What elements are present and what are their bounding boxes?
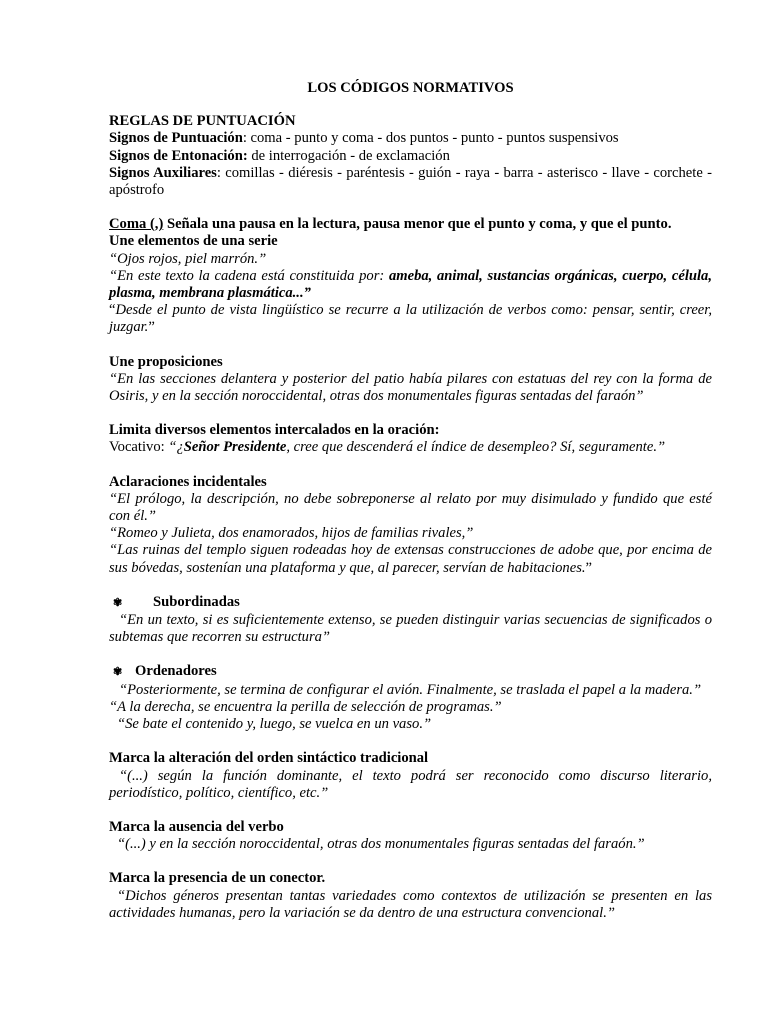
ausencia-heading: Marca la ausencia del verbo bbox=[109, 818, 284, 835]
serie-example-3-close-quote: ” bbox=[148, 319, 155, 336]
ordenadores-example-1: “Posteriormente, se termina de configurar el avión. Finalmente, se traslada el papel a la madera.” bbox=[119, 681, 702, 698]
ordenadores-heading-line bbox=[109, 663, 712, 681]
serie-example-3-open-quote: “ bbox=[109, 302, 116, 319]
vocativo-open: “¿ bbox=[168, 439, 184, 456]
signos-auxiliares-label: Signos Auxiliares bbox=[109, 164, 217, 181]
aclaraciones-example-1: “El prólogo, la descripción, no debe sobreponerse al relato por muy disimulado y fundido que esté con él.” bbox=[109, 490, 712, 525]
serie-example-1: “Ojos rojos, piel marrón.” bbox=[109, 250, 267, 267]
aclaraciones-heading: Aclaraciones incidentales bbox=[109, 473, 267, 490]
serie-example-3-text: Desde el punto de vista lingüístico se recurre a la utilización de verbos como: pensar, sentir, creer, juzgar. bbox=[109, 302, 712, 336]
signos-puntuacion-line bbox=[109, 130, 712, 147]
proposiciones-heading: Une proposiciones bbox=[109, 353, 223, 370]
conector-heading: Marca la presencia de un conector. bbox=[109, 870, 326, 887]
section-heading: REGLAS DE PUNTUACIÓN bbox=[109, 113, 296, 130]
signos-entonacion-line bbox=[109, 148, 712, 165]
serie-example-2-text: “En este texto la cadena está constituida por: bbox=[109, 267, 389, 284]
coma-line bbox=[109, 216, 712, 233]
subordinadas-heading: Subordinadas bbox=[153, 593, 240, 610]
vocativo-label: Vocativo: bbox=[109, 439, 169, 456]
document-content bbox=[109, 80, 712, 922]
subordinadas-example-1: “En un texto, si es suficientemente extenso, se pueden distinguir varias secuencias de significados o subtemas que recorren su estructura” bbox=[109, 612, 712, 646]
flourish-bullet-icon: ✾ bbox=[113, 666, 123, 679]
page-title: LOS CÓDIGOS NORMATIVOS bbox=[307, 80, 514, 96]
limita-heading: Limita diversos elementos intercalados en la oración: bbox=[109, 422, 440, 439]
aclaraciones-example-3-text: “Las ruinas del templo siguen rodeadas hoy de extensas construcciones de adobe que, por encima de sus bóvedas, sostenían una plataforma y que, al parecer, servían de habitaciones. bbox=[109, 542, 712, 576]
ausencia-example-1: “(...) y en la sección noroccidental, otras dos monumentales figuras sentadas del faraón.” bbox=[117, 836, 645, 853]
aclaraciones-example-3-close-quote: ” bbox=[585, 559, 593, 576]
signos-puntuacion-text: : coma - punto y coma - dos puntos - punto - puntos suspensivos bbox=[242, 130, 619, 147]
serie-example-2 bbox=[109, 268, 712, 302]
alteracion-example-1: “(...) según la función dominante, el texto podrá ser reconocido como discurso literario, periodístico, político, científico, etc.” bbox=[109, 767, 712, 801]
alteracion-heading: Marca la alteración del orden sintáctico tradicional bbox=[109, 750, 429, 767]
signos-puntuacion-label: Signos de Puntuación bbox=[109, 130, 243, 147]
aclaraciones-example-3 bbox=[109, 542, 712, 576]
aclaraciones-example-2: “Romeo y Julieta, dos enamorados, hijos de familias rivales,” bbox=[109, 525, 474, 542]
vocativo-emphasis: Señor Presidente bbox=[183, 439, 287, 456]
conector-example-1: “Dichos géneros presentan tantas variedades como contextos de utilización se presenten en las actividades humanas, pero la variación se da dentro de una estructura convencional.” bbox=[109, 887, 712, 921]
signos-auxiliares-text: : comillas - diéresis - paréntesis - guión - raya - barra - asterisco - llave - corchete - apóstrofo bbox=[109, 164, 713, 199]
vocativo-line bbox=[109, 439, 712, 456]
subordinadas-heading-line bbox=[109, 594, 712, 612]
serie-heading: Une elementos de una serie bbox=[109, 233, 278, 250]
ordenadores-example-3: “Se bate el contenido y, luego, se vuelca en un vaso.” bbox=[117, 716, 432, 733]
vocativo-rest: , cree que descenderá el índice de desempleo? Sí, seguramente.” bbox=[286, 439, 666, 456]
signos-entonacion-text: de interrogación - de exclamación bbox=[247, 147, 450, 164]
coma-description: Señala una pausa en la lectura, pausa menor que el punto y coma, y que el punto. bbox=[163, 216, 672, 233]
ordenadores-example-2: “A la derecha, se encuentra la perilla de selección de programas.” bbox=[109, 698, 502, 715]
signos-auxiliares-line bbox=[109, 165, 712, 199]
flourish-bullet-icon: ✾ bbox=[113, 596, 123, 609]
coma-label: Coma (,) bbox=[109, 216, 164, 233]
proposiciones-example-1: “En las secciones delantera y posterior del patio había pilares con estatuas del rey con la forma de Osiris, y en la sección noroccidental, otras dos monumentales figuras sentadas del faraón” bbox=[109, 370, 712, 405]
serie-example-2-emphasis: ameba, animal, sustancias orgánicas, cuerpo, célula, plasma, membrana plasmática...” bbox=[109, 267, 713, 302]
ordenadores-heading: Ordenadores bbox=[135, 663, 217, 680]
signos-entonacion-label: Signos de Entonación: bbox=[109, 147, 248, 164]
serie-example-3 bbox=[109, 302, 712, 336]
